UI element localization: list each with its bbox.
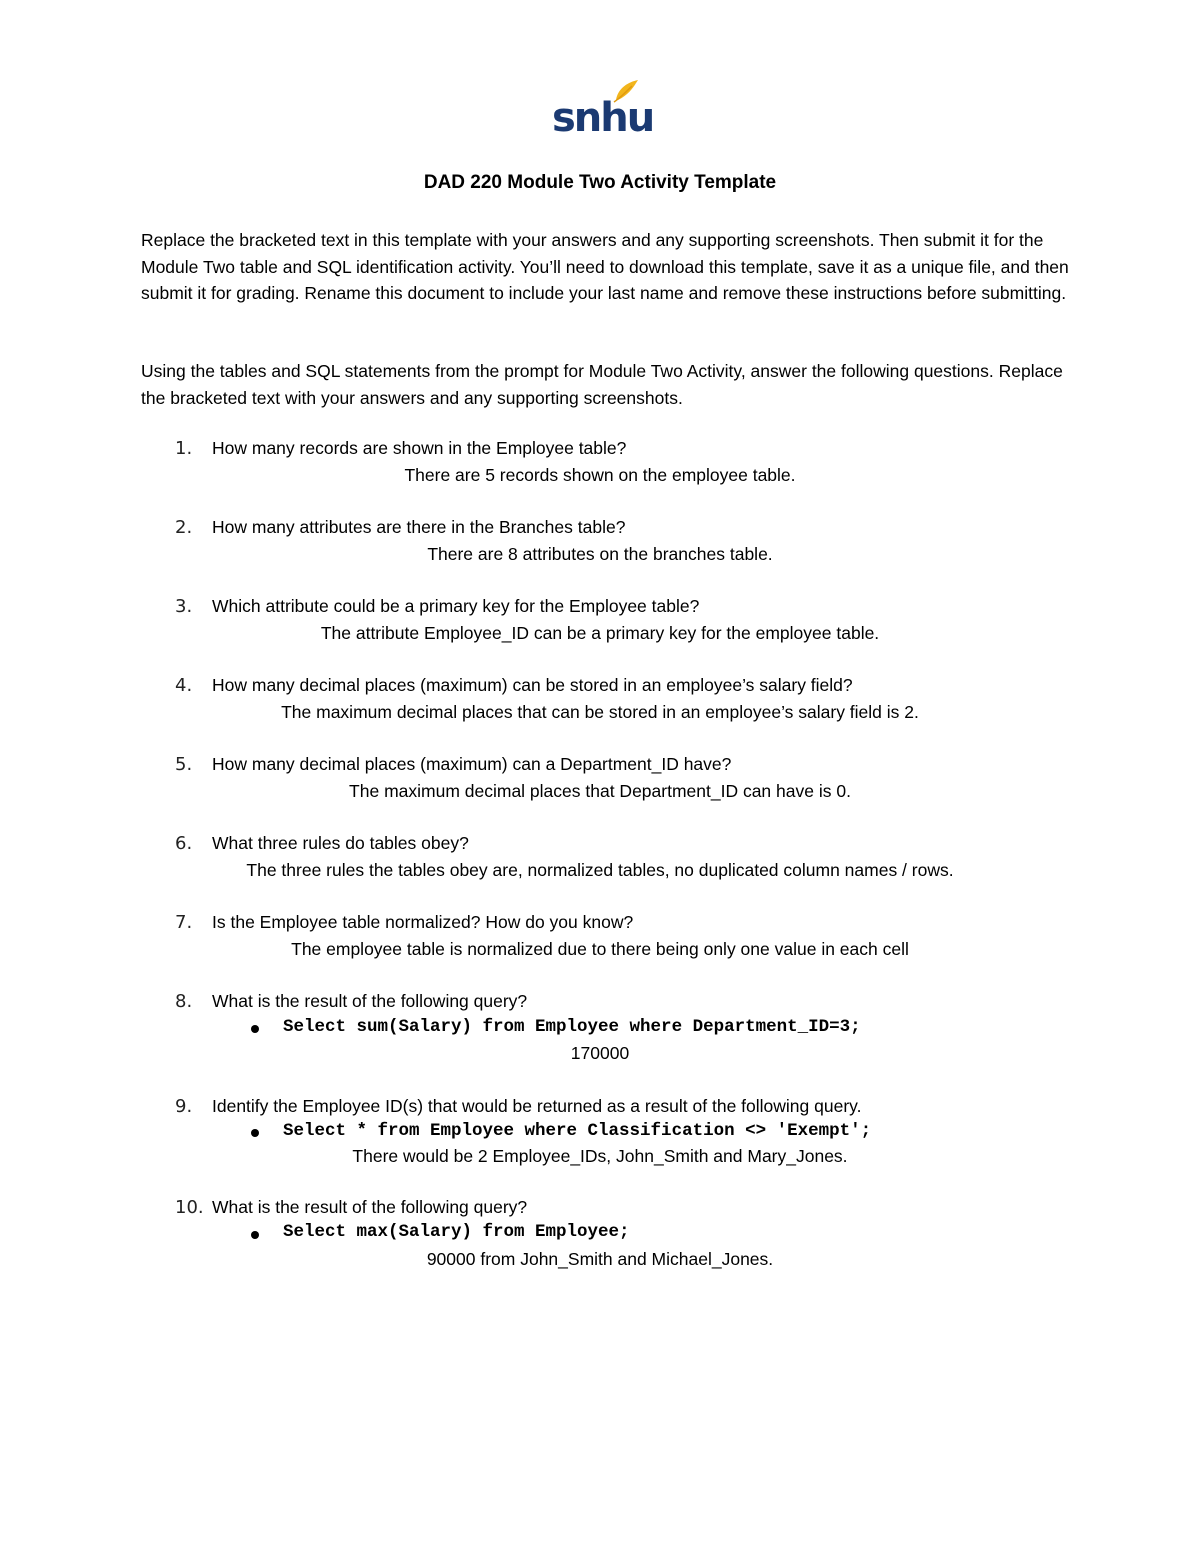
question-number: 1. <box>175 438 193 459</box>
question-number: 8. <box>175 991 193 1012</box>
question-number: 5. <box>175 754 193 775</box>
question-text: What is the result of the following query? <box>212 991 528 1011</box>
answer-text: 90000 from John_Smith and Michael_Jones. <box>426 1249 774 1269</box>
question-number: 10. <box>175 1197 204 1218</box>
bullet-icon <box>251 1231 259 1239</box>
question-number: 4. <box>175 675 193 696</box>
logo-wordmark: snhu <box>552 95 654 141</box>
sql-query: Select * from Employee where Classification <> 'Exempt'; <box>283 1121 872 1141</box>
question-text: Is the Employee table normalized? How do you know? <box>212 912 634 932</box>
bullet-icon <box>251 1025 259 1033</box>
instructions-paragraph: Using the tables and SQL statements from the prompt for Module Two Activity, answer the following questions. Replace the bracketed text with your answers and any supporting screenshots. <box>141 361 1063 408</box>
answer-text: The maximum decimal places that can be stored in an employee’s salary field is 2. <box>281 702 919 722</box>
answer-text: 170000 <box>570 1043 630 1063</box>
leaf-icon <box>612 78 640 104</box>
question-text: Which attribute could be a primary key for the Employee table? <box>212 596 700 616</box>
question-number: 2. <box>175 517 193 538</box>
question-text: What three rules do tables obey? <box>212 833 469 853</box>
sql-query: Select max(Salary) from Employee; <box>283 1222 630 1242</box>
answer-text: The attribute Employee_ID can be a primary key for the employee table. <box>320 623 880 643</box>
document-title: DAD 220 Module Two Activity Template <box>423 172 777 193</box>
bullet-icon <box>251 1129 259 1137</box>
question-number: 7. <box>175 912 193 933</box>
sql-query: Select sum(Salary) from Employee where Department_ID=3; <box>283 1017 861 1037</box>
question-number: 9. <box>175 1096 193 1117</box>
answer-text: The maximum decimal places that Department_ID can have is 0. <box>349 781 851 801</box>
question-text: What is the result of the following query? <box>212 1197 528 1217</box>
question-number: 3. <box>175 596 193 617</box>
answer-text: There are 8 attributes on the branches table. <box>427 544 773 564</box>
answer-text: The employee table is normalized due to there being only one value in each cell <box>291 939 909 959</box>
intro-paragraph: Replace the bracketed text in this template with your answers and any supporting screenshots. Then submit it for the Module Two table and SQL identification activity. You’ll need to download this template, save it as a unique file, and then submit it for grading. Rename this document to include your last name and remove these instructions before submitting. <box>141 230 1069 303</box>
question-text: How many attributes are there in the Branches table? <box>212 517 626 537</box>
answer-text: The three rules the tables obey are, normalized tables, no duplicated column names / rows. <box>246 860 954 880</box>
answer-text: There would be 2 Employee_IDs, John_Smith and Mary_Jones. <box>352 1146 848 1166</box>
answer-text: There are 5 records shown on the employee table. <box>404 465 796 485</box>
question-text: Identify the Employee ID(s) that would be returned as a result of the following query. <box>212 1096 862 1116</box>
snhu-logo <box>552 78 654 141</box>
question-number: 6. <box>175 833 193 854</box>
question-text: How many decimal places (maximum) can be stored in an employee’s salary field? <box>212 675 853 695</box>
question-text: How many decimal places (maximum) can a Department_ID have? <box>212 754 732 774</box>
question-text: How many records are shown in the Employee table? <box>212 438 627 458</box>
